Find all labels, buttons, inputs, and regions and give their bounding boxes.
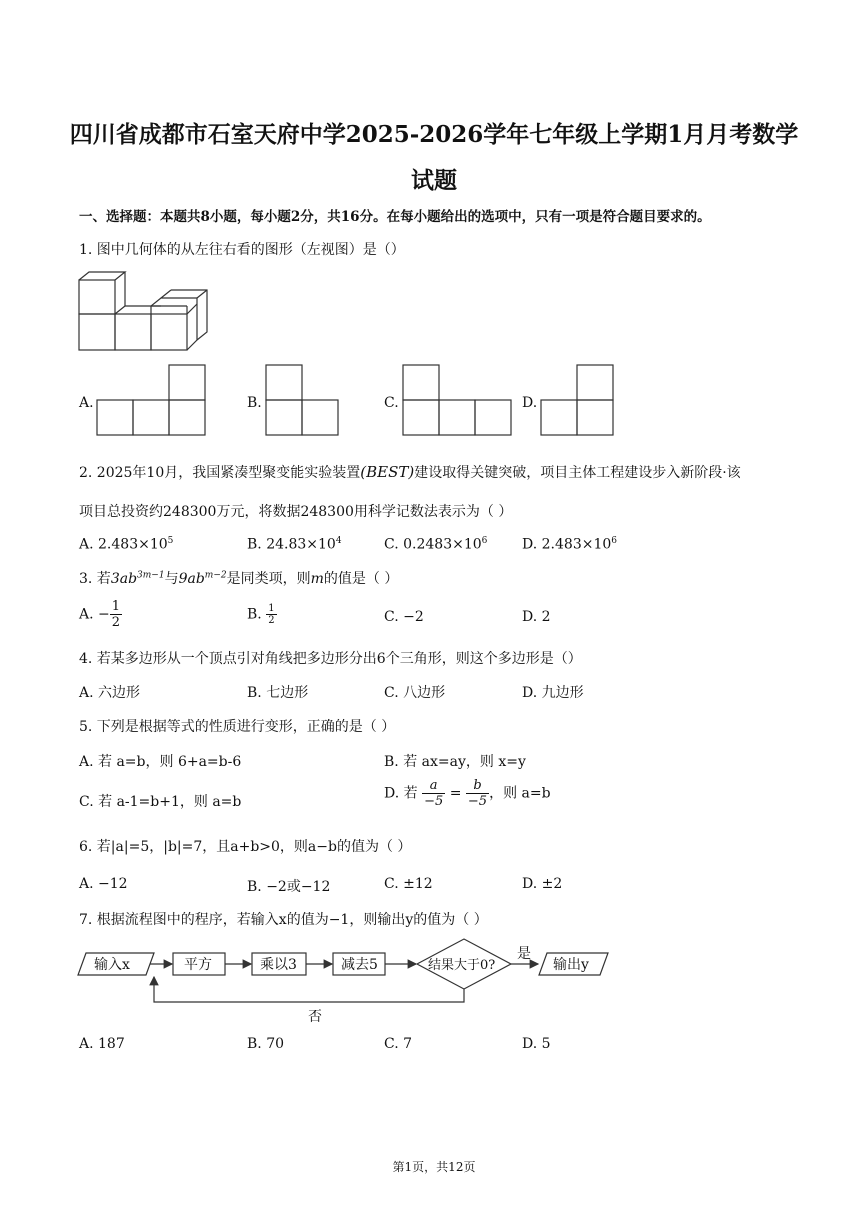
q7-option-a: A. 187 <box>79 1036 125 1052</box>
q4-option-a: A. 六边形 <box>79 685 141 701</box>
flow-output-label: 输出y <box>553 957 589 973</box>
flow-step-3-label: 减去5 <box>341 957 378 973</box>
q4-option-b: B. 七边形 <box>247 685 309 701</box>
q5-option-b: B. 若 ax=ay，则 x=y <box>384 754 526 770</box>
flow-decision-label: 结果大于0? <box>428 958 496 973</box>
q1-option-d-label: D. <box>522 395 538 411</box>
q2-option-c: C. $0.2483\times 10^6$ <box>384 536 488 553</box>
q6-option-d: D. ±2 <box>522 876 563 892</box>
question-2-line-2: 项目总投资约248300万元，将数据248300用科学记数法表示为（ ） <box>79 504 513 520</box>
question-4-stem: 4. 若某多边形从一个顶点引对角线把多边形分出6个三角形，则这个多边形是（） <box>79 651 582 667</box>
q1-option-a-figure <box>96 364 208 438</box>
q2-best-acronym: (BEST) <box>360 463 415 481</box>
q2-option-b: B. $24.83\times 10^4$ <box>247 536 342 553</box>
q1-option-c-label: C. <box>384 395 399 411</box>
q1-option-c-figure <box>402 364 514 438</box>
q2-option-d: D. $2.483\times 10^6$ <box>522 536 617 553</box>
q3-term-2: 9ab <box>178 571 205 587</box>
q4-option-d: D. 九边形 <box>522 685 584 701</box>
document-title: 四川省成都市石室天府中学2025-2026学年七年级上学期1月月考数学 <box>69 121 799 148</box>
q2-text-part-2: 建设取得关键突破，项目主体工程建设步入新阶段·该 <box>414 465 741 481</box>
document-title-continued: 试题 <box>411 167 457 194</box>
q3-term-1: 3ab <box>110 571 138 587</box>
q3-option-b: B. $\frac{1}{2}$ <box>247 603 275 626</box>
question-5-stem: 5. 下列是根据等式的性质进行变形，正确的是（ ） <box>79 719 396 735</box>
q6-option-a: A. −12 <box>79 876 128 892</box>
flow-step-1-label: 平方 <box>184 957 212 973</box>
flow-no-label: 否 <box>308 1009 322 1025</box>
question-7-stem: 7. 根据流程图中的程序，若输入x的值为−1，则输出y的值为（ ） <box>79 912 488 928</box>
section-heading: 一、选择题：本题共8小题，每小题2分，共16分。在每小题给出的选项中，只有一项是符合题目要求的。 <box>79 209 711 225</box>
q5-option-d: D. 若 $\frac{a}{-5}$ = $\frac{b}{-5}$ ，则 a=b <box>384 778 551 809</box>
q5-option-a: A. 若 a=b，则 6+a=b-6 <box>79 754 242 770</box>
q6-option-b: B. −2或−12 <box>247 879 331 895</box>
q5-option-c: C. 若 a-1=b+1，则 a=b <box>79 794 242 810</box>
q3-option-a: A. − $\frac{1}{2}$ <box>79 599 121 630</box>
q7-option-d: D. 5 <box>522 1036 551 1052</box>
q1-option-b-figure <box>265 364 341 438</box>
q7-option-c: C. 7 <box>384 1036 413 1052</box>
q4-option-c: C. 八边形 <box>384 685 446 701</box>
q6-option-c: C. ±12 <box>384 876 433 892</box>
flow-yes-label: 是 <box>517 946 531 962</box>
q2-text-part-1: 2. 2025年10月，我国紧凑型聚变能实验装置 <box>79 465 361 481</box>
q2-option-a: A. $2.483\times 10^5$ <box>79 536 174 553</box>
q1-solid-figure <box>76 270 216 354</box>
q7-flowchart <box>76 936 616 1028</box>
page-number-footer: 第1页，共12页 <box>392 1160 476 1174</box>
q3-option-d: D. 2 <box>522 609 551 625</box>
flow-step-2-label: 乘以3 <box>260 957 297 973</box>
q1-option-d-figure <box>540 364 616 438</box>
q7-option-b: B. 70 <box>247 1036 285 1052</box>
question-3-stem: 3. 若$3ab^{3m-1}$与$9ab^{m-2}$是同类项，则m的值是（ ） <box>79 570 399 587</box>
flow-input-label: 输入x <box>94 957 130 973</box>
q1-option-a-label: A. <box>79 395 94 411</box>
question-6-stem: 6. 若|a|=5，|b|=7，且a+b>0，则a−b的值为（ ） <box>79 839 412 855</box>
question-2-line-1 <box>79 462 741 482</box>
question-1-stem: 1. 图中几何体的从左往右看的图形（左视图）是（） <box>79 242 405 258</box>
q3-option-c: C. −2 <box>384 609 424 625</box>
q1-option-b-label: B. <box>247 395 262 411</box>
